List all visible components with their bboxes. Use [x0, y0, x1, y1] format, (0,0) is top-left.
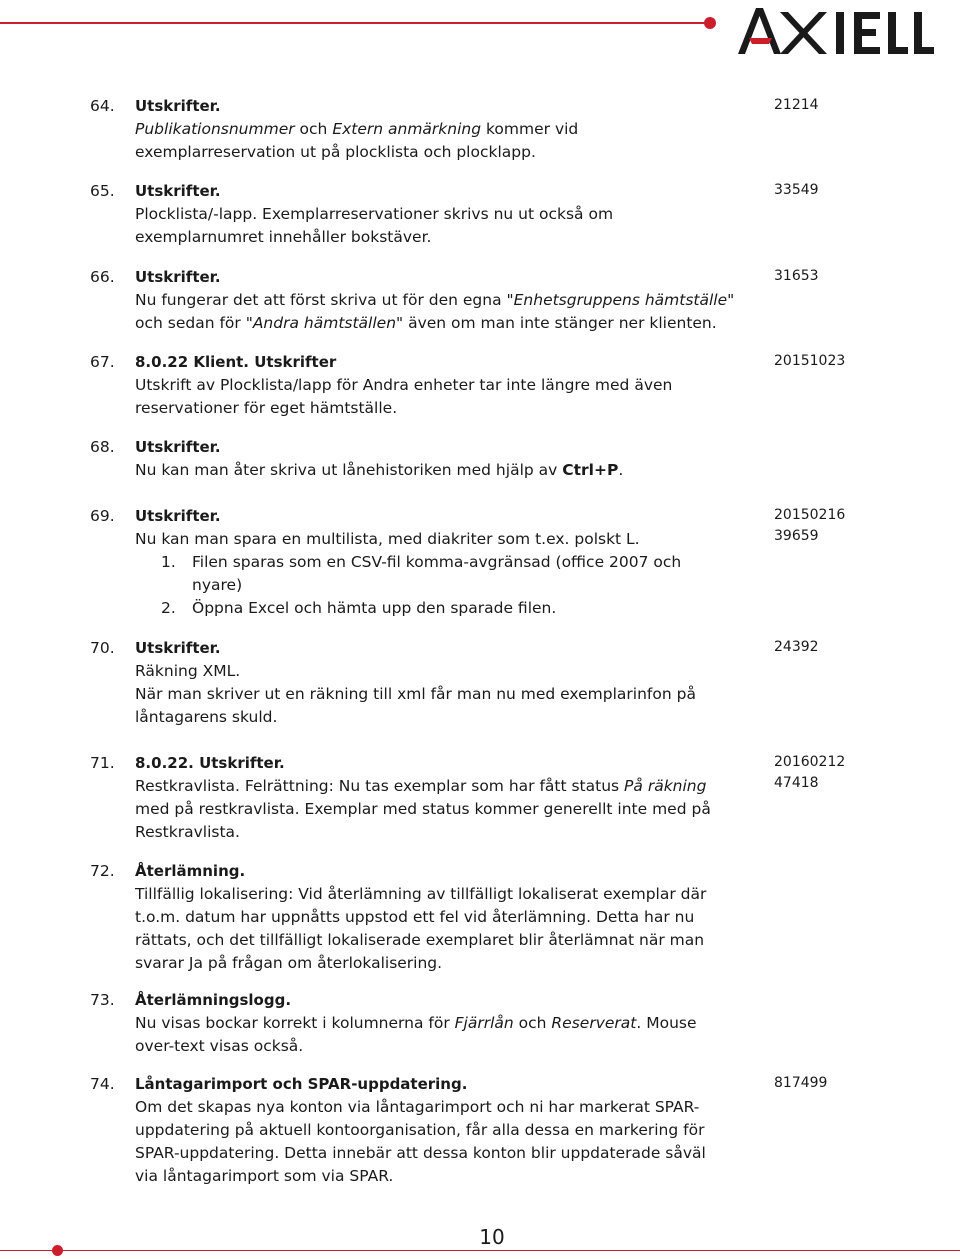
field-name: Enhetsgruppens hämtställe — [513, 291, 728, 309]
item-number: 74. — [90, 1075, 115, 1093]
item-number: 68. — [90, 438, 115, 456]
item-title: Utskrifter. — [135, 438, 221, 456]
item-line — [135, 118, 735, 141]
sub-item-continuation: nyare) — [192, 576, 243, 594]
sub-item-text: Filen sparas som en CSV-fil komma-avgränsad (office 2007 och — [192, 553, 682, 571]
sub-item-number: 1. — [161, 553, 176, 571]
item-line — [135, 775, 735, 798]
item-line: Nu kan man spara en multilista, med diakriter som t.ex. polskt L. — [135, 530, 640, 548]
item-content — [135, 95, 735, 164]
item-line — [135, 289, 735, 312]
item-reference — [774, 180, 819, 201]
item-content — [135, 637, 735, 729]
item-title: Utskrifter. — [135, 97, 221, 115]
page-number: 10 — [479, 1225, 505, 1249]
item-line: exemplarnumret innehåller bokstäver. — [135, 228, 432, 246]
reference-number: 817499 — [774, 1075, 828, 1091]
reference-number: 24392 — [774, 639, 819, 655]
item-line: med på restkravlista. Exemplar med status kommer generellt inte med på — [135, 800, 711, 818]
reference-number: 33549 — [774, 182, 819, 198]
field-name: Extern anmärkning — [332, 120, 482, 138]
item-line — [135, 459, 735, 482]
reference-number: 20151023 — [774, 353, 846, 369]
item-line: via låntagarimport som via SPAR. — [135, 1167, 394, 1185]
item-content — [135, 436, 735, 482]
footer-dot — [52, 1245, 63, 1256]
item-number: 65. — [90, 182, 115, 200]
item-line: Räkning XML. — [135, 662, 241, 680]
sub-item — [135, 597, 735, 620]
sub-item-number: 2. — [161, 599, 176, 617]
item-title: Låntagarimport och SPAR-uppdatering. — [135, 1075, 468, 1093]
keyboard-shortcut: Ctrl+P — [562, 461, 619, 479]
item-line: SPAR-uppdatering. Detta innebär att dessa konton blir uppdaterade såväl — [135, 1144, 706, 1162]
item-title: Återlämning. — [135, 862, 246, 880]
item-line: svarar Ja på frågan om återlokalisering. — [135, 954, 443, 972]
item-reference — [774, 266, 819, 287]
item-line: När man skriver ut en räkning till xml får man nu med exemplarinfon på — [135, 685, 696, 703]
item-number: 71. — [90, 754, 115, 772]
text-fragment: . Mouse — [636, 1014, 697, 1032]
text-fragment: och — [294, 120, 333, 138]
reference-number: 39659 — [774, 528, 819, 544]
item-line: rättats, och det tillfälligt lokaliserade exemplaret blir återlämnat när man — [135, 931, 705, 949]
item-line: Restkravlista. — [135, 823, 240, 841]
item-content — [135, 989, 735, 1058]
item-content — [135, 752, 735, 844]
item-number: 72. — [90, 862, 115, 880]
item-title: Utskrifter. — [135, 182, 221, 200]
item-line: over-text visas också. — [135, 1037, 304, 1055]
item-number: 70. — [90, 639, 115, 657]
text-fragment: och sedan för " — [135, 314, 253, 332]
item-line: exemplarreservation ut på plocklista och plocklapp. — [135, 143, 536, 161]
text-fragment: Nu visas bockar korrekt i kolumnerna för — [135, 1014, 455, 1032]
field-name: Andra hämtställen — [252, 314, 397, 332]
item-content — [135, 1073, 735, 1188]
reference-number: 31653 — [774, 268, 819, 284]
item-number: 69. — [90, 507, 115, 525]
item-line: reservationer för eget hämtställe. — [135, 399, 398, 417]
item-line — [135, 1012, 735, 1035]
text-fragment: . — [618, 461, 624, 479]
item-reference — [774, 505, 845, 547]
text-fragment: " — [727, 291, 735, 309]
reference-number: 47418 — [774, 775, 819, 791]
sub-item — [135, 551, 735, 574]
reference-number: 21214 — [774, 97, 819, 113]
item-reference — [774, 1073, 827, 1094]
item-line: Utskrift av Plocklista/lapp för Andra enheter tar inte längre med även — [135, 376, 673, 394]
item-line — [135, 312, 735, 335]
text-fragment: Nu kan man åter skriva ut lånehistoriken med hjälp av — [135, 461, 563, 479]
item-number: 67. — [90, 353, 115, 371]
text-fragment: och — [513, 1014, 552, 1032]
item-content — [135, 180, 735, 249]
column-name: Reserverat — [551, 1014, 637, 1032]
text-fragment: kommer vid — [481, 120, 579, 138]
item-content — [135, 266, 735, 335]
item-reference — [774, 637, 819, 658]
item-number: 73. — [90, 991, 115, 1009]
item-content — [135, 860, 735, 975]
sub-item-text: Öppna Excel och hämta upp den sparade filen. — [192, 599, 557, 617]
text-fragment: " även om man inte stänger ner klienten. — [396, 314, 717, 332]
item-title: Utskrifter. — [135, 507, 221, 525]
status-name: På räkning — [624, 777, 707, 795]
field-name: Publikationsnummer — [135, 120, 295, 138]
item-number: 66. — [90, 268, 115, 286]
item-line: Tillfällig lokalisering: Vid återlämning av tillfälligt lokaliserat exemplar där — [135, 885, 707, 903]
item-line: låntagarens skuld. — [135, 708, 278, 726]
reference-number: 20160212 — [774, 754, 846, 770]
text-fragment: Restkravlista. Felrättning: Nu tas exemplar som har fått status — [135, 777, 625, 795]
item-reference — [774, 752, 845, 794]
reference-number: 20150216 — [774, 507, 846, 523]
text-fragment: Nu fungerar det att först skriva ut för den egna " — [135, 291, 514, 309]
item-title: 8.0.22 Klient. Utskrifter — [135, 353, 337, 371]
item-line: Om det skapas nya konton via låntagarimport och ni har markerat SPAR- — [135, 1098, 700, 1116]
item-title: Utskrifter. — [135, 639, 221, 657]
item-title: Utskrifter. — [135, 268, 221, 286]
item-reference — [774, 95, 819, 116]
item-reference — [774, 351, 845, 372]
item-content — [135, 351, 735, 420]
item-line: uppdatering på aktuell kontoorganisation, får alla dessa en markering för — [135, 1121, 705, 1139]
item-title: Återlämningslogg. — [135, 991, 292, 1009]
item-content — [135, 505, 735, 620]
item-line: t.o.m. datum har uppnåtts uppstod ett fel vid återlämning. Detta har nu — [135, 908, 695, 926]
item-line: Plocklista/-lapp. Exemplarreservationer skrivs nu ut också om — [135, 205, 614, 223]
column-name: Fjärrlån — [454, 1014, 514, 1032]
footer-rule — [0, 1250, 960, 1251]
item-title: 8.0.22. Utskrifter. — [135, 754, 285, 772]
item-number: 64. — [90, 97, 115, 115]
